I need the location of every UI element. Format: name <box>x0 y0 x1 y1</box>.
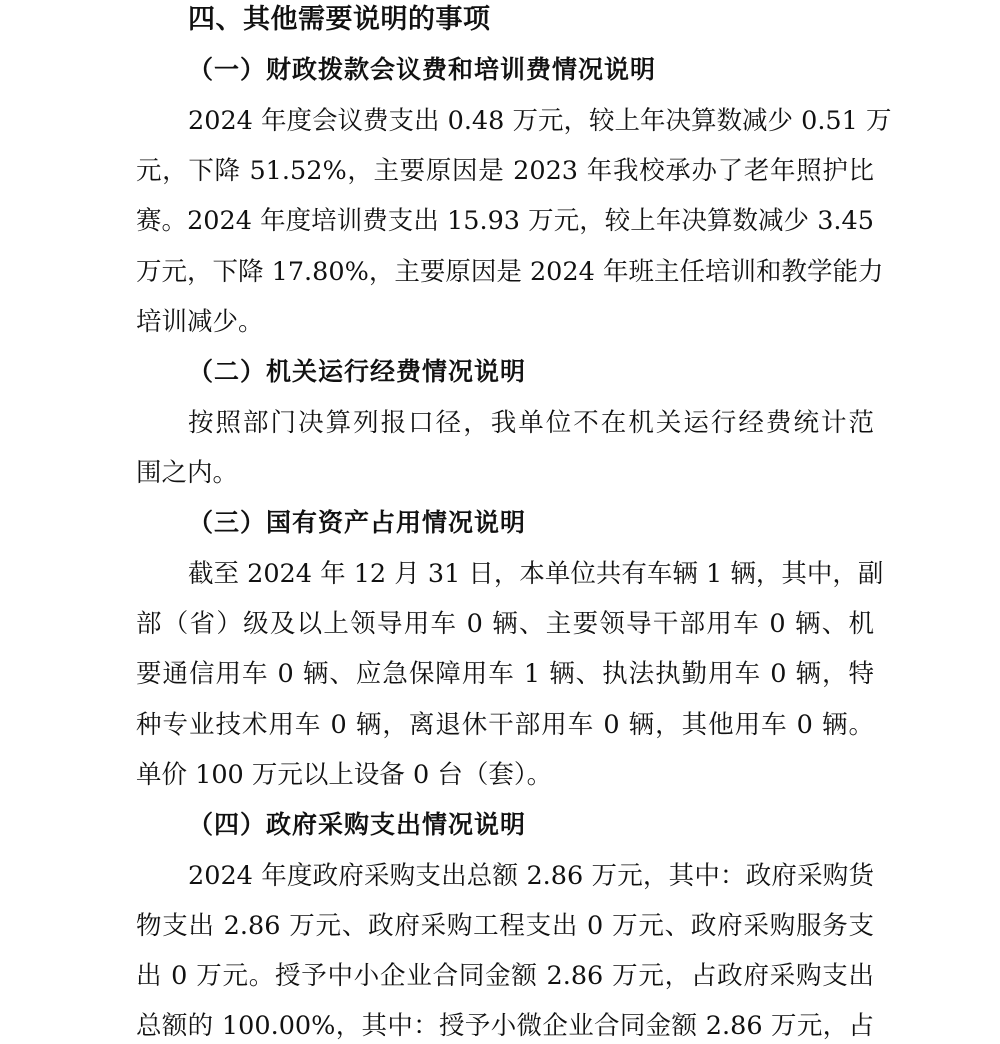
paragraph-line: 2024 年度会议费支出 0.48 万元，较上年决算数减少 0.51 万 <box>188 106 892 136</box>
paragraph-line: 元，下降 51.52%，主要原因是 2023 年我校承办了老年照护比 <box>136 156 874 186</box>
section-title: 四、其他需要说明的事项 <box>188 4 491 35</box>
paragraph-line: 种专业技术用车 0 辆，离退休干部用车 0 辆，其他用车 0 辆。 <box>136 710 874 740</box>
subsection-heading-government-procurement: （四）政府采购支出情况说明 <box>188 810 527 839</box>
paragraph-line: 万元，下降 17.80%，主要原因是 2024 年班主任培训和教学能力 <box>136 257 884 287</box>
paragraph-line: 2024 年度政府采购支出总额 2.86 万元，其中：政府采购货 <box>188 861 874 891</box>
paragraph-line: 截至 2024 年 12 月 31 日，本单位共有车辆 1 辆，其中，副 <box>188 559 884 589</box>
paragraph-line: 总额的 100.00%，其中：授予小微企业合同金额 2.86 万元，占 <box>136 1011 874 1041</box>
paragraph-line: 培训减少。 <box>136 307 264 337</box>
paragraph-line: 按照部门决算列报口径，我单位不在机关运行经费统计范 <box>188 408 874 438</box>
paragraph-line: 单价 100 万元以上设备 0 台（套）。 <box>136 760 553 790</box>
paragraph-line: 要通信用车 0 辆、应急保障用车 1 辆、执法执勤用车 0 辆，特 <box>136 659 874 689</box>
subsection-heading-state-assets: （三）国有资产占用情况说明 <box>188 508 527 537</box>
subsection-heading-meeting-training: （一）财政拨款会议费和培训费情况说明 <box>188 55 657 84</box>
paragraph-line: 物支出 2.86 万元、政府采购工程支出 0 万元、政府采购服务支 <box>136 911 874 941</box>
subsection-heading-operating-expenses: （二）机关运行经费情况说明 <box>188 357 527 386</box>
paragraph-line: 赛。2024 年度培训费支出 15.93 万元，较上年决算数减少 3.45 <box>136 206 874 236</box>
paragraph-line: 部（省）级及以上领导用车 0 辆、主要领导干部用车 0 辆、机 <box>136 609 874 639</box>
paragraph-line: 围之内。 <box>136 458 239 488</box>
paragraph-line: 出 0 万元。授予中小企业合同金额 2.86 万元，占政府采购支出 <box>136 961 874 991</box>
